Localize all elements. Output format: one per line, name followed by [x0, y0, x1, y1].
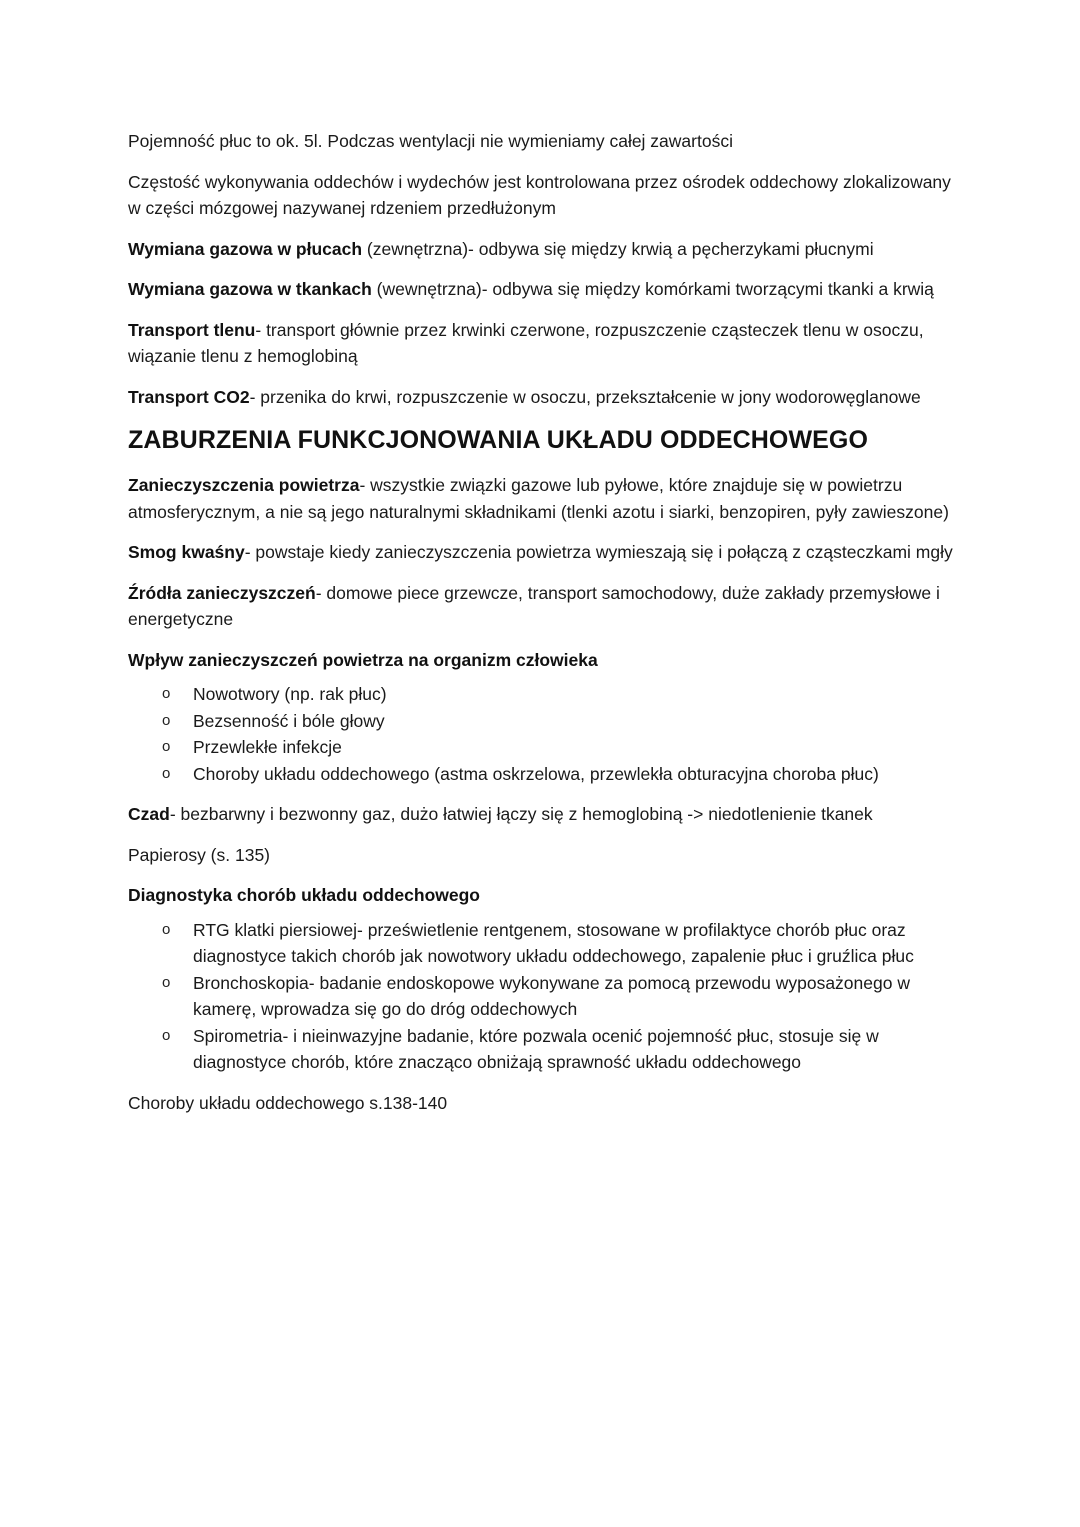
- paragraph-carbon-monoxide: [128, 801, 958, 828]
- list-item: o Bronchoskopia- badanie endoskopowe wykonywane za pomocą przewodu wyposażonego w kamerę, wprowadza się go do dróg oddechowych: [128, 970, 958, 1023]
- list-item: o Choroby układu oddechowego (astma oskrzelowa, przewlekła obturacyjna choroba płuc): [128, 761, 958, 788]
- term-pollution-effects: Wpływ zanieczyszczeń powietrza na organizm człowieka: [128, 649, 598, 670]
- list-item: o RTG klatki piersiowej- prześwietlenie rentgenem, stosowane w profilaktyce chorób płuc oraz diagnostyce takich chorób jak nowotwory układu oddechowego, zapalenie płuc i gruźlica płuc: [128, 917, 958, 970]
- section-heading: ZABURZENIA FUNKCJONOWANIA UKŁADU ODDECHOWEGO: [128, 426, 869, 454]
- bullet-icon: o: [162, 738, 171, 755]
- term-oxygen-transport: Transport tlenu: [128, 319, 256, 340]
- term-pollution-sources: Źródła zanieczyszczeń: [128, 582, 316, 603]
- paragraph-oxygen-transport: [128, 317, 958, 370]
- paragraph-cigarettes: Papierosy (s. 135): [128, 844, 271, 865]
- paragraph-breathing-frequency: Częstość wykonywania oddechów i wydechów jest kontrolowana przez ośrodek oddechowy zlokalizowany w części mózgowej nazywanej rdzeniem przedłużonym: [128, 171, 951, 218]
- paragraph-respiratory-diseases: Choroby układu oddechowego s.138-140: [128, 1092, 448, 1113]
- list-item: o Przewlekłe infekcje: [128, 734, 958, 761]
- definition-gas-exchange-lungs: (zewnętrzna)- odbywa się między krwią a pęcherzykami płucnymi: [362, 238, 874, 259]
- paragraph-acid-smog: [128, 539, 958, 566]
- bullet-icon: o: [162, 1026, 171, 1044]
- paragraph-pollution-sources: [128, 580, 958, 633]
- definition-co2-transport: - przenika do krwi, rozpuszczenie w osoczu, przekształcenie w jony wodorowęglanowe: [249, 386, 921, 407]
- bullet-icon: o: [162, 920, 171, 938]
- term-gas-exchange-tissues: Wymiana gazowa w tkankach: [128, 279, 372, 299]
- paragraph-lung-capacity: Pojemność płuc to ok. 5l. Podczas wentylacji nie wymieniamy całej zawartości: [128, 131, 733, 151]
- list-item: o Bezsenność i bóle głowy: [128, 708, 958, 735]
- definition-acid-smog: - powstaje kiedy zanieczyszczenia powietrza wymieszają się i połączą z cząsteczkami mgły: [244, 542, 953, 562]
- document-page: [128, 128, 958, 1130]
- bullet-icon: o: [162, 973, 171, 991]
- definition-carbon-monoxide: - bezbarwny i bezwonny gaz, dużo łatwiej łączy się z hemoglobiną -> niedotlenienie tkanek: [169, 804, 873, 824]
- definition-oxygen-transport: - transport głównie przez krwinki czerwone, rozpuszczenie cząsteczek tlenu w osoczu, wiązanie tlenu z hemoglobiną: [128, 319, 924, 366]
- term-co2-transport: Transport CO2: [128, 386, 250, 407]
- bullet-icon: o: [162, 764, 171, 782]
- term-acid-smog: Smog kwaśny: [128, 542, 245, 562]
- definition-pollution-sources: - domowe piece grzewcze, transport samochodowy, duże zakłady przemysłowe i energetyczne: [128, 582, 940, 629]
- list-item: o Spirometria- i nieinwazyjne badanie, które pozwala ocenić pojemność płuc, stosuje się w diagnostyce chorób, które znacząco obniżają sprawność układu oddechowego: [128, 1023, 958, 1076]
- paragraph-gas-exchange-tissues: [128, 276, 958, 303]
- diagnostics-list: [128, 917, 958, 1076]
- bullet-icon: o: [162, 685, 171, 702]
- term-gas-exchange-lungs: Wymiana gazowa w płucach: [128, 238, 363, 259]
- term-carbon-monoxide: Czad: [128, 804, 170, 824]
- paragraph-gas-exchange-lungs: [128, 236, 958, 263]
- bullet-icon: o: [162, 711, 171, 729]
- definition-gas-exchange-tissues: (wewnętrzna)- odbywa się między komórkami tworzącymi tkanki a krwią: [371, 279, 934, 299]
- paragraph-pollution-effects-title: [128, 647, 958, 674]
- paragraph-air-pollution: [128, 472, 958, 525]
- pollution-effects-list: [128, 681, 958, 787]
- term-diagnostics: Diagnostyka chorób układu oddechowego: [128, 885, 480, 905]
- paragraph-co2-transport: [128, 384, 958, 411]
- paragraph-diagnostics-title: [128, 882, 958, 909]
- list-item: o Nowotwory (np. rak płuc): [128, 681, 958, 708]
- term-air-pollution: Zanieczyszczenia powietrza: [128, 475, 360, 495]
- definition-air-pollution: - wszystkie związki gazowe lub pyłowe, które znajduje się w powietrzu atmosferycznym, a nie są jego naturalnymi składnikami (tlenki azotu i siarki, benzopiren, pyły zawieszone): [128, 475, 949, 522]
